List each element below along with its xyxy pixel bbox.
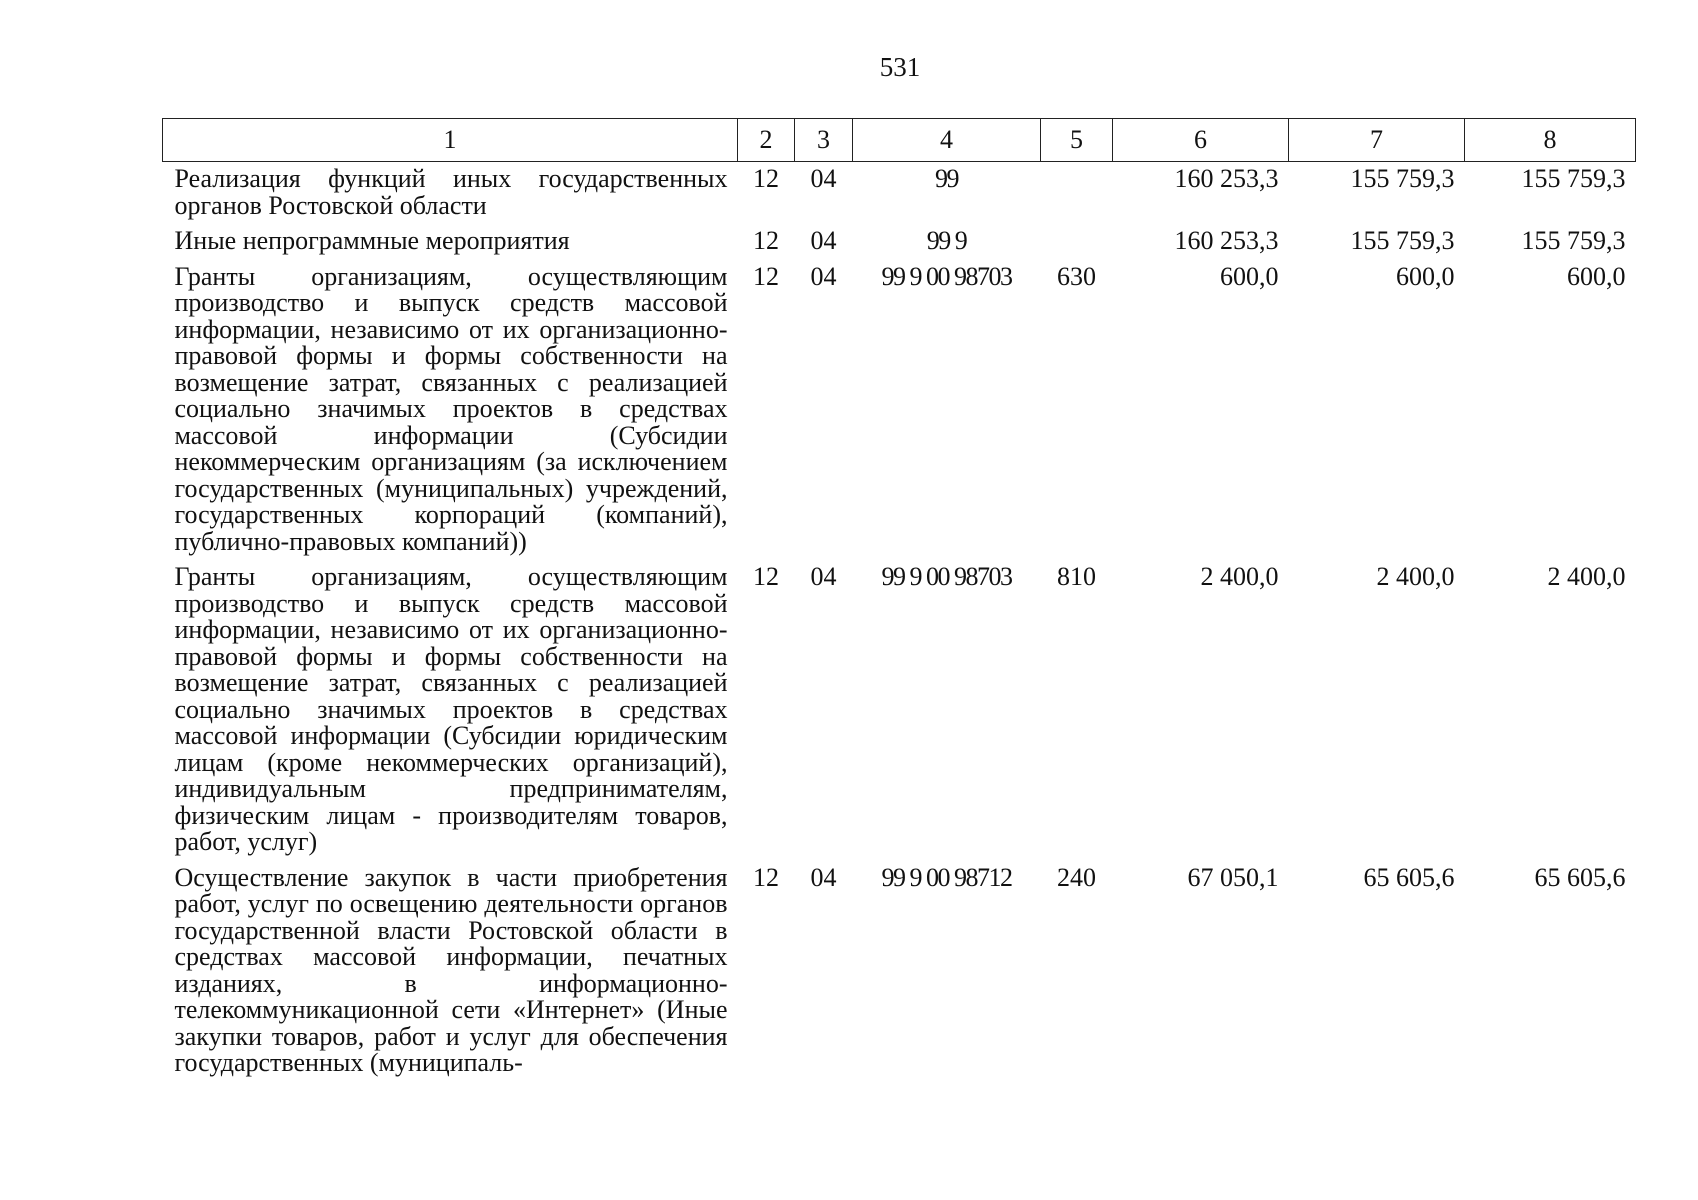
table-row — [163, 228, 1636, 264]
row-amount-year2: 65 605,6 — [1363, 862, 1455, 892]
row-subsection: 04 — [810, 862, 837, 892]
row-target-code: 99 — [935, 164, 958, 193]
budget-table — [162, 118, 1636, 1086]
row-amount-year1: 160 253,3 — [1174, 226, 1279, 255]
row-section: 12 — [753, 862, 779, 892]
row-amount-year1: 160 253,3 — [1174, 164, 1279, 193]
row-target-code: 99 9 00 98712 — [881, 862, 1012, 892]
row-subsection: 04 — [810, 226, 837, 255]
row-subsection: 04 — [810, 562, 837, 591]
row-amount-year2: 2 400,0 — [1376, 562, 1455, 591]
row-subsection: 04 — [810, 261, 837, 291]
header-col-5: 5 — [1041, 119, 1113, 162]
row-amount-year3: 155 759,3 — [1521, 226, 1626, 255]
header-col-2: 2 — [738, 119, 795, 162]
row-name: Осуществление закупок в части приобретения работ, услуг по освещению деятельности органов государственной власти Ростовской области в средствах массовой информации, печатных изданиях, в информационно-телекоммуникационной сети «Интернет» (Иные закупки товаров, работ и услуг для обеспечения государственных (муниципаль- — [174, 862, 728, 1077]
row-expense-type: 240 — [1057, 862, 1096, 892]
row-section: 12 — [753, 261, 779, 291]
row-name: Гранты организациям, осуществляющим производство и выпуск средств массовой информации, независимо от их организационно-правовой формы и формы собственности на возмещение затрат, связанных с реализацией социально значимых проектов в средствах массовой информации (Субсидии юридическим лицам (кроме некоммерческих организаций), индивидуальным предпринимателям, физическим лицам - производителям товаров, работ, услуг) — [174, 562, 728, 856]
row-section: 12 — [753, 226, 779, 255]
row-name: Гранты организациям, осуществляющим производство и выпуск средств массовой информации, независимо от их организационно-правовой формы и формы собственности на возмещение затрат, связанных с реализацией социально значимых проектов в средствах массовой информации (Субсидии некоммерческим организациям (за исключением государственных (муниципальных) учреждений, государственных корпораций (компаний), публично-правовых компаний)) — [174, 261, 728, 556]
row-amount-year1: 67 050,1 — [1187, 862, 1279, 892]
row-amount-year3: 65 605,6 — [1534, 862, 1626, 892]
table-row — [163, 264, 1636, 565]
header-col-4: 4 — [853, 119, 1041, 162]
row-name: Иные непрограммные мероприятия — [174, 226, 570, 255]
table-row — [163, 564, 1636, 865]
header-col-3: 3 — [795, 119, 853, 162]
row-section: 12 — [753, 164, 779, 193]
row-amount-year3: 155 759,3 — [1521, 164, 1626, 193]
table-body — [163, 162, 1636, 1086]
row-amount-year2: 155 759,3 — [1350, 164, 1455, 193]
table-row — [163, 865, 1636, 1086]
header-col-7: 7 — [1289, 119, 1465, 162]
row-target-code: 99 9 00 98703 — [881, 261, 1012, 291]
row-name: Реализация функций иных государственных органов Ростовской области — [174, 164, 728, 220]
page-number: 531 — [879, 52, 921, 82]
table-header — [163, 119, 1636, 162]
row-target-code: 99 9 00 98703 — [881, 562, 1012, 591]
table-row — [163, 162, 1636, 229]
row-expense-type — [1041, 162, 1113, 229]
row-amount-year2: 600,0 — [1396, 261, 1455, 291]
row-subsection: 04 — [810, 164, 837, 193]
header-col-8: 8 — [1465, 119, 1636, 162]
row-expense-type: 810 — [1057, 562, 1096, 591]
row-expense-type: 630 — [1057, 261, 1096, 291]
row-target-code: 99 9 — [926, 226, 967, 255]
row-amount-year3: 2 400,0 — [1547, 562, 1626, 591]
row-amount-year3: 600,0 — [1567, 261, 1626, 291]
header-col-6: 6 — [1113, 119, 1289, 162]
header-col-1: 1 — [163, 119, 738, 162]
row-expense-type — [1041, 228, 1113, 264]
row-amount-year1: 600,0 — [1220, 261, 1279, 291]
row-amount-year2: 155 759,3 — [1350, 226, 1455, 255]
row-amount-year1: 2 400,0 — [1200, 562, 1279, 591]
row-section: 12 — [753, 562, 779, 591]
header-row — [163, 119, 1636, 162]
